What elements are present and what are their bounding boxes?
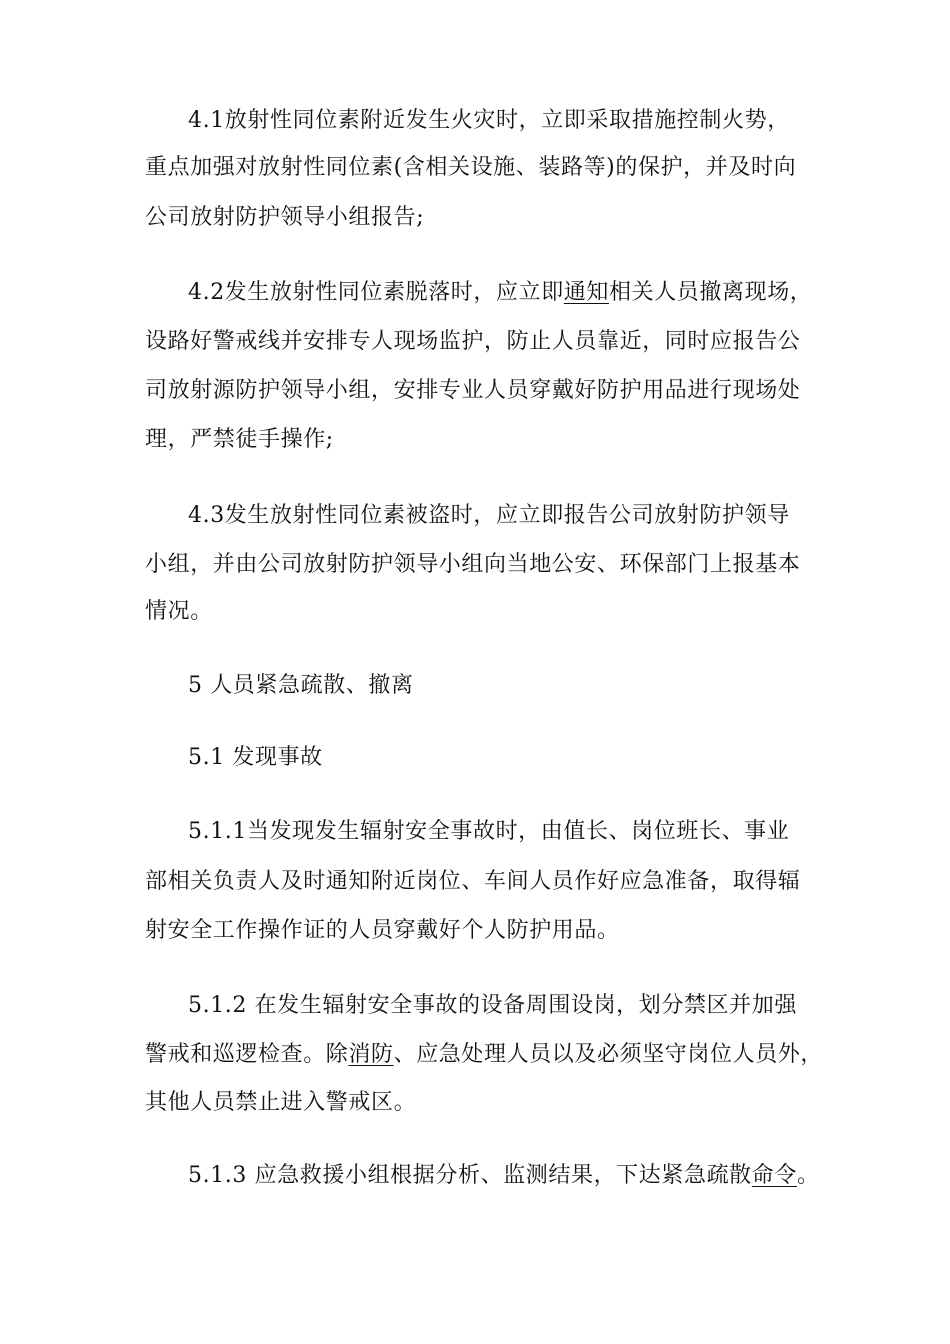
text-line [145, 205, 424, 231]
text-segment: 公司放射防护领导小组报告; [145, 205, 425, 230]
text-line [188, 108, 790, 134]
text-line [188, 993, 797, 1019]
text-segment: 5.1.3 应急救援小组根据分析、监测结果，下达紧急疏散 [188, 1163, 752, 1188]
text-segment: 小组，并由公司放射防护领导小组向当地公安、环保部门上报基本 [145, 552, 801, 577]
text-segment: 5.1.2 在发生辐射安全事故的设备周围设岗，划分禁区并加强 [188, 993, 797, 1018]
text-line [145, 1042, 823, 1068]
text-segment: 5.1 发现事故 [188, 745, 323, 770]
text-line [145, 378, 800, 404]
underlined-term: 通知 [563, 280, 609, 305]
text-segment: 5.1.1当发现发生辐射安全事故时，由值长、岗位班长、事业 [188, 819, 790, 844]
underlined-term: 消防 [348, 1042, 394, 1067]
text-segment: 设路好警戒线并安排专人现场监护，防止人员靠近，同时应报告公 [145, 329, 801, 354]
text-segment: 4.3发生放射性同位素被盗时，应立即报告公司放射防护领导 [188, 503, 790, 528]
text-line [145, 869, 800, 895]
text-segment: 4.2发生放射性同位素脱落时，应立即 [188, 280, 564, 305]
text-segment: 4.1放射性同位素附近发生火灾时，立即采取措施控制火势， [188, 108, 790, 133]
text-line [145, 918, 620, 944]
text-line [145, 329, 800, 355]
text-line [188, 1163, 820, 1189]
text-line [145, 552, 800, 578]
text-line [188, 280, 812, 306]
text-line [145, 427, 334, 453]
text-segment: 、应急处理人员以及必须坚守岗位人员外， [393, 1042, 824, 1067]
text-line [188, 503, 790, 529]
text-segment: 相关人员撤离现场， [609, 280, 813, 305]
text-segment: 理，严禁徒手操作; [145, 427, 334, 452]
text-line [188, 745, 323, 771]
text-line [188, 673, 414, 699]
text-segment: 5 人员紧急疏散、撤离 [188, 673, 414, 698]
text-segment: 。 [796, 1163, 820, 1188]
text-line [145, 1090, 416, 1116]
text-line [188, 819, 789, 845]
text-segment: 重点加强对放射性同位素(含相关设施、装路等)的保护，并及时向 [145, 155, 797, 180]
underlined-term: 命令 [751, 1163, 797, 1188]
text-segment: 情况。 [145, 599, 213, 624]
text-line [145, 155, 796, 181]
text-segment: 部相关负责人及时通知附近岗位、车间人员作好应急准备，取得辐 [145, 869, 801, 894]
text-segment: 警戒和巡逻检查。除 [145, 1042, 349, 1067]
text-segment: 司放射源防护领导小组，安排专业人员穿戴好防护用品进行现场处 [145, 378, 801, 403]
text-segment: 其他人员禁止进入警戒区。 [145, 1090, 417, 1115]
text-segment: 射安全工作操作证的人员穿戴好个人防护用品。 [145, 918, 620, 943]
text-line [145, 599, 213, 625]
